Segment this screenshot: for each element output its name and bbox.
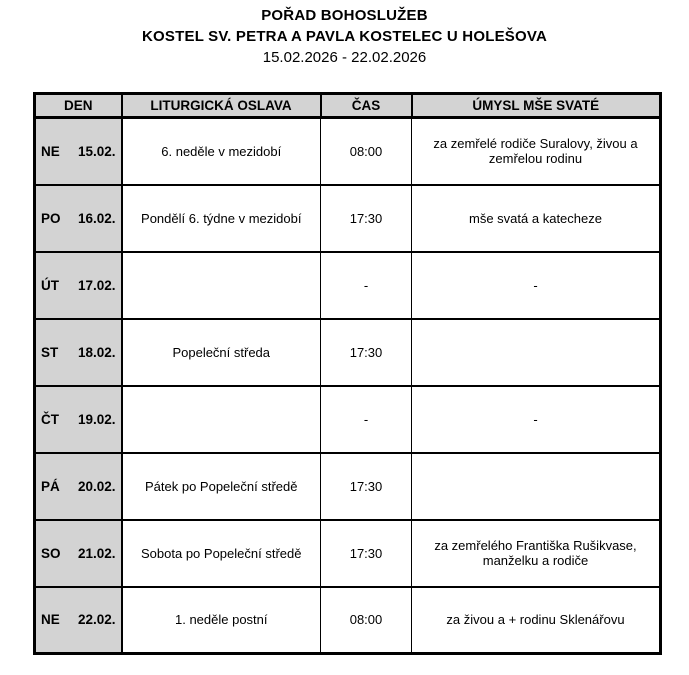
day-cell-content: [36, 479, 121, 494]
column-header-time: ČAS: [321, 94, 412, 118]
time-cell: 17:30: [321, 520, 412, 587]
table-row: [35, 453, 661, 520]
day-abbreviation: PÁ: [41, 478, 60, 494]
day-cell: [35, 118, 122, 185]
date-range: 15.02.2026 - 22.02.2026: [262, 49, 427, 66]
table-row: [35, 386, 661, 453]
table-row: [35, 319, 661, 386]
day-date: 15.02.: [77, 143, 116, 159]
day-date: 19.02.: [77, 411, 116, 427]
day-cell: [35, 252, 122, 319]
day-cell: [35, 319, 122, 386]
day-cell-content: [36, 144, 121, 159]
day-abbreviation: PO: [41, 210, 61, 226]
day-cell: [35, 520, 122, 587]
time-cell: 17:30: [321, 319, 412, 386]
day-abbreviation: SO: [41, 545, 61, 561]
day-abbreviation: NE: [41, 143, 60, 159]
day-date: 20.02.: [77, 478, 116, 494]
liturgical-celebration-cell: Sobota po Popeleční středě: [122, 520, 321, 587]
mass-intention-cell: [412, 453, 661, 520]
day-date: 22.02.: [77, 612, 116, 628]
day-abbreviation: ČT: [41, 411, 59, 427]
time-cell: -: [321, 252, 412, 319]
mass-intention-cell: mše svatá a katecheze: [412, 185, 661, 252]
mass-intention-cell: za zemřelé rodiče Suralovy, živou a zemřelou rodinu: [412, 118, 661, 185]
mass-intention-cell: -: [412, 386, 661, 453]
time-cell: 17:30: [321, 453, 412, 520]
mass-intention-cell: [412, 319, 661, 386]
liturgical-celebration-cell: [122, 386, 321, 453]
time-cell: -: [321, 386, 412, 453]
day-abbreviation: ST: [41, 344, 59, 360]
day-cell-content: [36, 546, 121, 561]
column-header-intention: ÚMYSL MŠE SVATÉ: [412, 94, 661, 118]
schedule-table: [33, 92, 662, 655]
day-cell-content: [36, 412, 121, 427]
day-cell: [35, 386, 122, 453]
table-row: [35, 587, 661, 654]
column-header-celebration: LITURGICKÁ OSLAVA: [122, 94, 321, 118]
liturgical-celebration-cell: Pondělí 6. týdne v mezidobí: [122, 185, 321, 252]
column-header-day: DEN: [35, 94, 122, 118]
day-cell-content: [36, 278, 121, 293]
table-row: [35, 185, 661, 252]
mass-intention-cell: za zemřelého Františka Rušikvase, manželku a rodiče: [412, 520, 661, 587]
day-date: 21.02.: [77, 545, 116, 561]
liturgical-celebration-cell: Popeleční středa: [122, 319, 321, 386]
day-cell-content: [36, 345, 121, 360]
day-cell: [35, 453, 122, 520]
day-date: 18.02.: [77, 344, 116, 360]
mass-intention-cell: za živou a + rodinu Sklenářovu: [412, 587, 661, 654]
page-title: POŘAD BOHOSLUŽEB: [261, 7, 428, 24]
liturgical-celebration-cell: Pátek po Popeleční středě: [122, 453, 321, 520]
time-cell: 08:00: [321, 587, 412, 654]
day-cell-content: [36, 612, 121, 627]
day-abbreviation: NE: [41, 612, 60, 628]
schedule-table-body: [35, 118, 661, 654]
church-name: KOSTEL SV. PETRA A PAVLA KOSTELEC U HOLEŠOVA: [142, 28, 547, 45]
mass-intention-cell: -: [412, 252, 661, 319]
liturgical-celebration-cell: 1. neděle postní: [122, 587, 321, 654]
page-header: [0, 0, 689, 68]
table-row: [35, 252, 661, 319]
table-row: [35, 118, 661, 185]
day-date: 17.02.: [77, 277, 116, 293]
table-header-row: [35, 94, 661, 118]
time-cell: 17:30: [321, 185, 412, 252]
day-date: 16.02.: [77, 210, 116, 226]
liturgical-celebration-cell: 6. neděle v mezidobí: [122, 118, 321, 185]
day-cell-content: [36, 211, 121, 226]
day-cell: [35, 185, 122, 252]
time-cell: 08:00: [321, 118, 412, 185]
table-row: [35, 520, 661, 587]
day-cell: [35, 587, 122, 654]
liturgical-celebration-cell: [122, 252, 321, 319]
day-abbreviation: ÚT: [41, 277, 59, 293]
